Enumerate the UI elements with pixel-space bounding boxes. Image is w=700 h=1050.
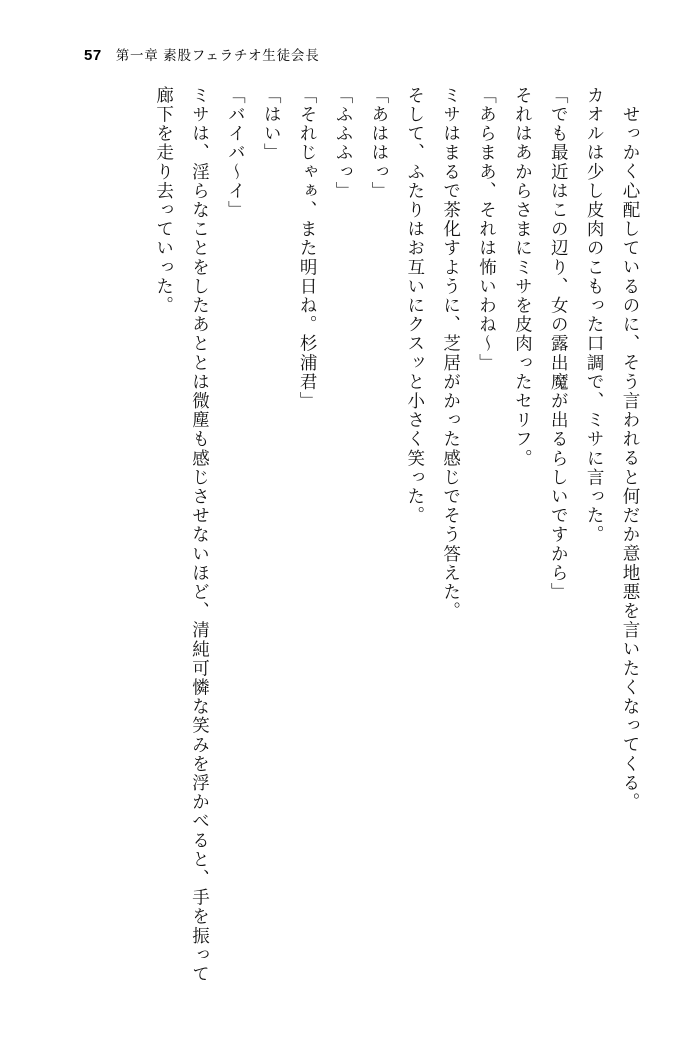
paragraph: 「あらまあ、それは怖いわね〜」 — [477, 86, 498, 373]
paragraph: 「ふふふっ」 — [334, 86, 354, 201]
paragraph: そして、ふたりはお互いにクスッと小さく笑った。 — [405, 86, 426, 526]
page-number: 57 — [84, 47, 102, 64]
paragraph: ミサはまるで茶化すように、芝居がかった感じでそう答えた。 — [441, 86, 462, 621]
paragraph: 「はい」 — [262, 86, 283, 163]
chapter-title: 第一章 素股フェラチオ生徒会長 — [115, 48, 320, 63]
paragraph: 「でも最近はこの辺り、女の露出魔が出るらしいですから」 — [549, 86, 570, 602]
paragraph: せっかく心配しているのに、そう言われると何だか意地悪を言いたくなってくる。 — [621, 105, 641, 812]
paragraph: 「それじゃぁ、また明日ね。杉浦君」 — [298, 86, 319, 411]
body-text-area — [140, 86, 648, 1006]
paragraph: ミサは、淫らなことをしたあととは微塵も感じさせないほど、清純可憐な笑みを浮かべると、手を振って廊下を走り去っていった。 — [154, 86, 211, 984]
paragraph: それはあからさまにミサを皮肉ったセリフ。 — [513, 86, 534, 468]
paragraph: カオルは少し皮肉のこもった口調で、ミサに言った。 — [585, 86, 606, 545]
paragraph: 「あははっ」 — [369, 86, 390, 201]
running-head — [84, 44, 320, 64]
paragraph: 「バイバ〜イ」 — [226, 86, 247, 220]
vertical-text-block — [146, 86, 648, 986]
